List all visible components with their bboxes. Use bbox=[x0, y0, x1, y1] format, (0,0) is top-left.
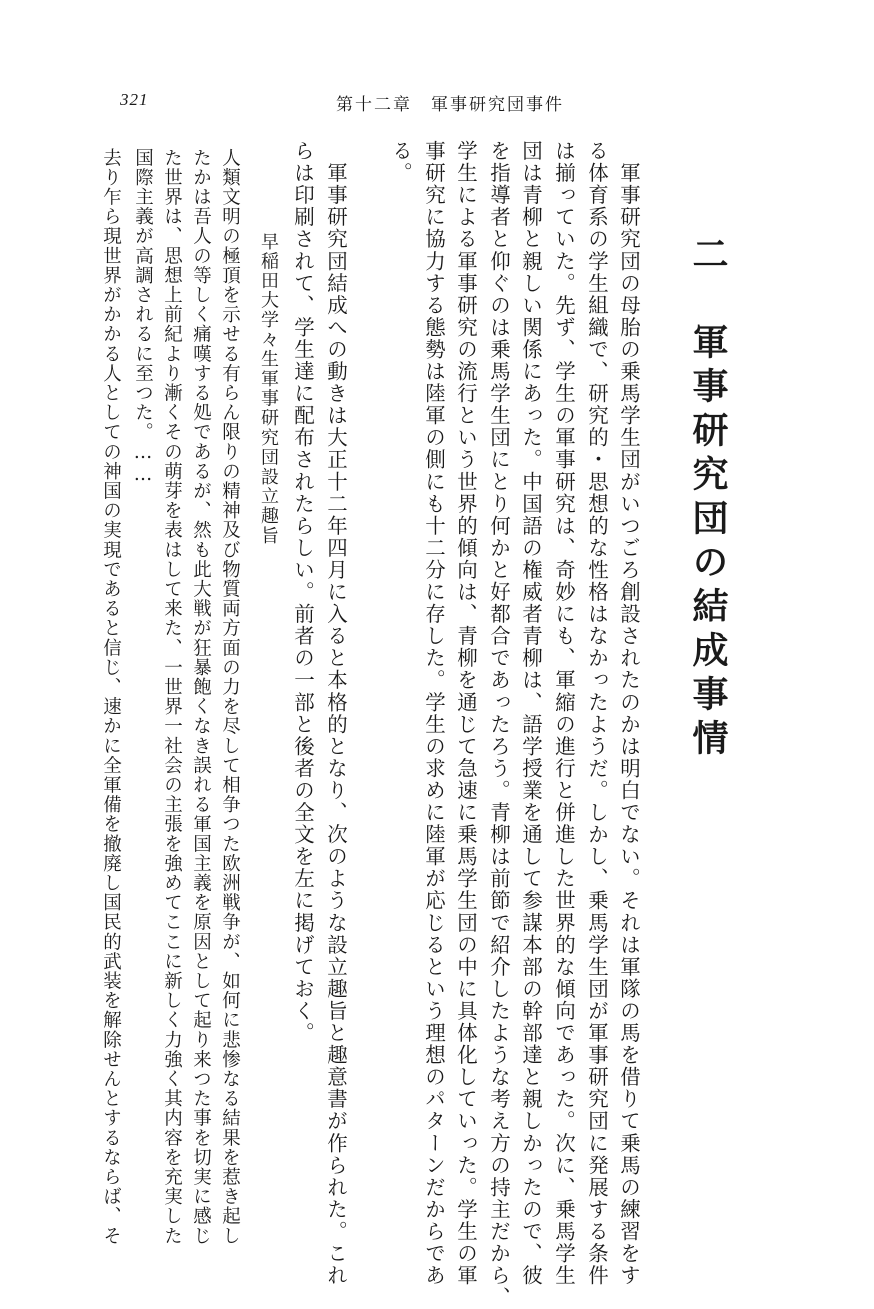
running-header: 第十二章 軍事研究団事件 bbox=[336, 95, 564, 115]
text-line: を指導者と仰ぐのは乗馬学生団にとり何かと好都合であったろう。青柳は前節で紹介したような考え方の持主だから、 bbox=[486, 140, 511, 1309]
text-line: は揃っていた。先ず、学生の軍事研究は、奇妙にも、軍縮の進行と併進した世界的な傾向であった。次に、乗馬学生 bbox=[551, 140, 576, 1287]
quote-line: た世界は、思想上前紀より漸くその萌芽を表はして来た、一世界一社会の主張を強めてここに新しく力強く其内容を充実した bbox=[161, 148, 183, 1246]
quoted-document-title: 早稲田大学々生軍事研究団設立趣旨 bbox=[258, 232, 279, 546]
quote-line: 国際主義が高調されるに至つた。…… bbox=[132, 148, 154, 487]
text-line: 学生による軍事研究の流行という世界的傾向は、青柳を通じて急速に乗馬学生団の中に具体化していった。学生の軍 bbox=[453, 140, 478, 1287]
quote-line: 去り乍ら現世界がかかる人としての神国の実現であると信じ、速かに全軍備を撤廃し国民的武装を解除せんとするならば、そ bbox=[100, 148, 122, 1246]
quote-line: 人類文明の極頂を示せる有らん限りの精神及び物質両方面の力を尽して相争つた欧洲戦争が、如何に悲惨なる結果を惹き起し bbox=[219, 148, 241, 1246]
quote-line: たかは吾人の等しく痛嘆する処であるが、然も此大戦が狂暴飽くなき誤れる軍国主義を原因として起り来つた事を切実に感じ bbox=[190, 148, 212, 1246]
text-line: 事研究に協力する態勢は陸軍の側にも十二分に存した。学生の求めに陸軍が応じるという理想のパターンだからであ bbox=[421, 140, 446, 1287]
text-line: 軍事研究団の母胎の乗馬学生団がいつごろ創設されたのかは明白でない。それは軍隊の馬を借りて乗馬の練習をす bbox=[616, 140, 641, 1287]
text-line: 軍事研究団結成への動きは大正十二年四月に入ると本格的となり、次のような設立趣旨と趣意書が作られた。これ bbox=[323, 140, 348, 1287]
text-line: 団は青柳と親しい関係にあった。中国語の権威者青柳は、語学授業を通して参謀本部の幹部達と親しかったので、彼 bbox=[518, 140, 543, 1287]
text-line: る体育系の学生組織で、研究的・思想的な性格はなかったようだ。しかし、乗馬学生団が軍事研究団に発展する条件 bbox=[584, 140, 609, 1287]
page-number: 321 bbox=[120, 90, 149, 109]
text-line: らは印刷されて、学生達に配布されたらしい。前者の一部と後者の全文を左に掲げておく。 bbox=[290, 140, 315, 1045]
text-line: る。 bbox=[388, 140, 413, 185]
section-title: 二 軍事研究団の結成事情 bbox=[687, 235, 729, 763]
